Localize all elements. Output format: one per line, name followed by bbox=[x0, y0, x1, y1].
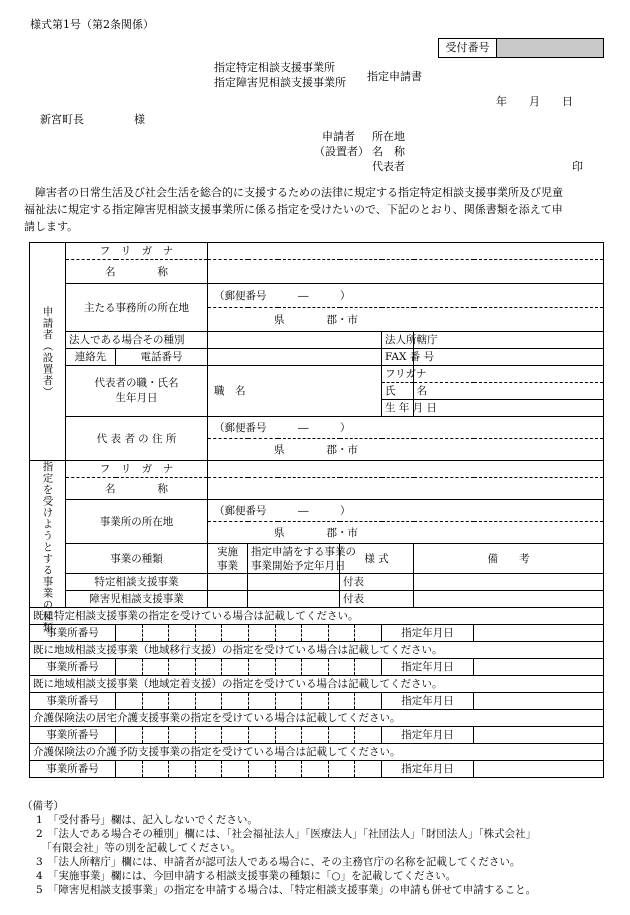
rep-title-text: 代表者の職・氏名 bbox=[94, 377, 179, 389]
office-no-label-2: 事業所番号 bbox=[30, 659, 116, 676]
office-address-pref-city[interactable]: 県 郡・市 bbox=[208, 522, 604, 544]
corp-type-label: 法人である場合その種別 bbox=[66, 332, 208, 349]
biz-type-header: 事業の種類 bbox=[66, 544, 208, 574]
implement-header bbox=[208, 544, 248, 574]
addressee: 新宮町長 bbox=[40, 113, 84, 126]
phone-field[interactable] bbox=[208, 349, 382, 366]
style-field-1: 付表 bbox=[340, 574, 414, 591]
designated-date-field-4[interactable] bbox=[474, 727, 604, 744]
remarks-field-1[interactable] bbox=[414, 574, 604, 591]
office-no-cells-2[interactable] bbox=[116, 659, 382, 676]
style-header: 様 式 bbox=[340, 544, 414, 574]
receipt-number-box bbox=[438, 38, 604, 58]
name-field[interactable] bbox=[208, 260, 604, 284]
title-line-1: 指定特定相談支援事業所 bbox=[214, 61, 335, 74]
office-no-cells-4[interactable] bbox=[116, 727, 382, 744]
title-suffix: 指定申請書 bbox=[367, 70, 422, 83]
main-office-pref-city[interactable]: 県 郡・市 bbox=[208, 308, 604, 332]
existing-q2: 既に地域相談支援事業（地域移行支援）の指定を受けている場合は記載してください。 bbox=[30, 642, 604, 659]
representative-label: 代表者 bbox=[372, 160, 405, 173]
designated-date-field-5[interactable] bbox=[474, 761, 604, 778]
corp-office-label: 法人所轄庁 bbox=[382, 332, 414, 349]
section-applicant: 申請者（設置者） bbox=[30, 243, 66, 461]
office-no-cells-5[interactable] bbox=[116, 761, 382, 778]
start-date-header bbox=[248, 544, 356, 574]
start-date-field-1[interactable] bbox=[248, 574, 340, 591]
rep-dob-label: 生 年 月 日 bbox=[382, 400, 414, 417]
intro-line-1: 障害者の日常生活及び社会生活を総合的に支援するための法律に規定する指定特定相談支援事業所及び児童 bbox=[35, 186, 563, 199]
office-no-cells-3[interactable] bbox=[116, 693, 382, 710]
corp-type-field[interactable] bbox=[208, 332, 382, 349]
main-office-label: 主たる事務所の所在地 bbox=[66, 284, 208, 332]
office-address-postal[interactable]: （郵便番号 ― ） bbox=[208, 500, 604, 522]
note-2b: 「有限会社」等の別を記載してください。 bbox=[36, 842, 241, 854]
notes-section bbox=[22, 799, 622, 897]
furigana-field[interactable] bbox=[208, 243, 604, 260]
intro-paragraph bbox=[24, 184, 563, 235]
note-1: 1 「受付番号」欄は、記入しないでください。 bbox=[36, 814, 258, 826]
biz-name-field[interactable] bbox=[208, 478, 604, 500]
designated-date-field-1[interactable] bbox=[474, 625, 604, 642]
implement-field-1[interactable] bbox=[208, 574, 248, 591]
designated-date-label-3: 指定年月日 bbox=[382, 693, 474, 710]
note-2a: 2 「法人である場合その種別」欄には、「社会福祉法人」「医療法人」「社団法人」「財団法人」「株式会社」 bbox=[36, 828, 537, 840]
application-table bbox=[29, 242, 604, 778]
intro-line-2: 福祉法に規定する指定障害児相談支援事業所に係る指定を受けたいので、下記のとおり、関係書類を添えて申 bbox=[24, 203, 563, 216]
start-date-line-2: 事業開始予定年月日 bbox=[251, 559, 346, 572]
remarks-header: 備 考 bbox=[414, 544, 604, 574]
address-label: 所在地 bbox=[372, 130, 405, 143]
style-field-2: 付表 bbox=[340, 591, 414, 608]
contact-label: 連絡先 bbox=[66, 349, 116, 366]
phone-label: 電話番号 bbox=[116, 349, 208, 366]
rep-birth-text: 生年月日 bbox=[115, 392, 158, 404]
receipt-number-label: 受付番号 bbox=[439, 39, 497, 57]
name-row-label: 名 称 bbox=[66, 260, 208, 284]
implement-field-2[interactable] bbox=[208, 591, 248, 608]
post-title-field[interactable]: 職 名 bbox=[208, 366, 382, 417]
name-label: 名 称 bbox=[372, 145, 405, 158]
doc-title bbox=[214, 60, 346, 90]
existing-q5: 介護保険法の介護予防支援事業の指定を受けている場合は記載してください。 bbox=[30, 744, 604, 761]
furigana-label: フ リ ガ ナ bbox=[66, 243, 208, 260]
section-business: 指定を受けようとする事業の種類 bbox=[30, 461, 66, 608]
note-5: 5 「障害児相談支援事業」の指定を申請する場合は、「特定相談支援事業」の申請も併せて申請すること。 bbox=[36, 884, 537, 896]
biz-child-consult: 障害児相談支援事業 bbox=[66, 591, 208, 608]
biz-name-label: 名 称 bbox=[66, 478, 208, 500]
start-date-field-2[interactable] bbox=[248, 591, 340, 608]
biz-furigana-field[interactable] bbox=[208, 461, 604, 478]
designated-date-label-2: 指定年月日 bbox=[382, 659, 474, 676]
designated-date-label-1: 指定年月日 bbox=[382, 625, 474, 642]
date-line: 年 月 日 bbox=[496, 95, 573, 108]
rep-name-field[interactable] bbox=[414, 383, 604, 400]
office-no-label-4: 事業所番号 bbox=[30, 727, 116, 744]
fax-field[interactable] bbox=[414, 349, 604, 366]
rep-title-label bbox=[66, 366, 208, 417]
office-no-cells-1[interactable] bbox=[116, 625, 382, 642]
implement-line-2: 事業 bbox=[217, 559, 238, 572]
designated-date-label-4: 指定年月日 bbox=[382, 727, 474, 744]
rep-name-label: 氏 名 bbox=[382, 383, 414, 400]
note-4: 4 「実施事業」欄には、今回申請する相談支援事業の種類に「○」を記載してください。 bbox=[36, 870, 457, 882]
designated-date-field-3[interactable] bbox=[474, 693, 604, 710]
office-address-label: 事業所の所在地 bbox=[66, 500, 208, 544]
rep-address-label: 代 表 者 の 住 所 bbox=[66, 417, 208, 461]
title-line-2: 指定障害児相談支援事業所 bbox=[214, 76, 346, 89]
rep-furigana-label: フリガナ bbox=[382, 366, 414, 383]
corp-office-field[interactable] bbox=[414, 332, 604, 349]
rep-dob-field[interactable] bbox=[414, 400, 604, 417]
existing-q3: 既に地域相談支援事業（地域定着支援）の指定を受けている場合は記載してください。 bbox=[30, 676, 604, 693]
intro-line-3: 請します。 bbox=[24, 220, 79, 233]
biz-specific-consult: 特定相談支援事業 bbox=[66, 574, 208, 591]
rep-address-postal[interactable]: （郵便番号 ― ） bbox=[208, 417, 604, 439]
main-office-postal[interactable]: （郵便番号 ― ） bbox=[208, 284, 604, 308]
rep-address-pref-city[interactable]: 県 郡・市 bbox=[208, 439, 604, 461]
office-no-label-3: 事業所番号 bbox=[30, 693, 116, 710]
receipt-number-field bbox=[497, 39, 603, 57]
implement-line-1: 実施 bbox=[217, 545, 238, 558]
form-number: 様式第1号（第2条関係） bbox=[30, 18, 154, 31]
existing-q1: 既に特定相談支援事業の指定を受けている場合は記載してください。 bbox=[30, 608, 604, 625]
rep-furigana-field[interactable] bbox=[414, 366, 604, 383]
seal-mark: 印 bbox=[572, 160, 583, 173]
biz-furigana-label: フ リ ガ ナ bbox=[66, 461, 208, 478]
fax-label: FAX 番 号 bbox=[382, 349, 414, 366]
designated-date-field-2[interactable] bbox=[474, 659, 604, 676]
designated-date-label-5: 指定年月日 bbox=[382, 761, 474, 778]
office-no-label-1: 事業所番号 bbox=[30, 625, 116, 642]
existing-q4: 介護保険法の居宅介護支援事業の指定を受けている場合は記載してください。 bbox=[30, 710, 604, 727]
notes-heading: （備考） bbox=[22, 800, 64, 812]
applicant-label: 申請者 bbox=[322, 130, 355, 143]
office-no-label-5: 事業所番号 bbox=[30, 761, 116, 778]
start-date-line-1: 指定申請をする事業の bbox=[251, 545, 356, 558]
remarks-field-2[interactable] bbox=[414, 591, 604, 608]
applicant-paren: （設置者） bbox=[314, 145, 369, 158]
addressee-honorific: 様 bbox=[134, 113, 145, 126]
note-3: 3 「法人所轄庁」欄には、申請者が認可法人である場合に、その主務官庁の名称を記載してください。 bbox=[36, 856, 521, 868]
